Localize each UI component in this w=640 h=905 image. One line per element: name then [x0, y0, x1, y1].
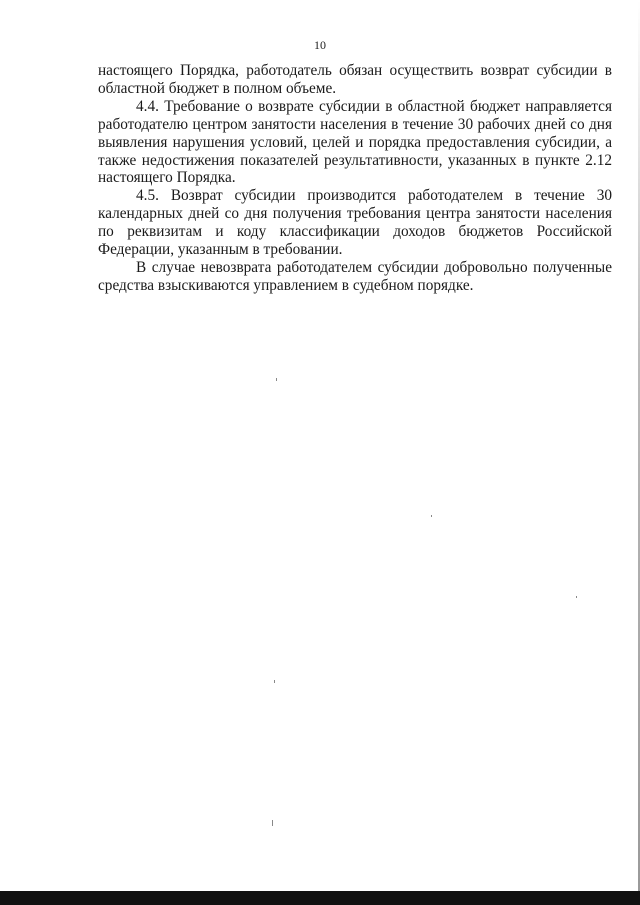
- scan-speck: [274, 680, 275, 683]
- scan-speck: [272, 820, 273, 826]
- scan-speck: [576, 596, 577, 598]
- paragraph-non-return: В случае невозврата работодателем субсидии добровольно полученные средства взыскиваются управлением в судебном порядке.: [98, 258, 612, 294]
- scan-edge-bottom: [0, 891, 640, 905]
- paragraph-4-4: 4.4. Требование о возврате субсидии в областной бюджет направляется работодателю центром занятости населения в течение 30 рабочих дней со дня выявления нарушения условий, целей и порядка предоставления субсидии, а также недостижения показателей результативности, указанных в пункте 2.12 настоящего Порядка.: [98, 97, 612, 187]
- scan-speck: [431, 515, 432, 517]
- scan-speck: [276, 378, 277, 381]
- paragraph-4-5: 4.5. Возврат субсидии производится работодателем в течение 30 календарных дней со дня получения требования центра занятости населения по реквизитам и коду классификации доходов бюджетов Российской Федерации, указанным в требовании.: [98, 187, 612, 259]
- page-number: 10: [314, 38, 326, 52]
- paragraph-continuation: настоящего Порядка, работодатель обязан осуществить возврат субсидии в областной бюджет в полном объеме.: [98, 62, 612, 97]
- document-body: [98, 62, 612, 295]
